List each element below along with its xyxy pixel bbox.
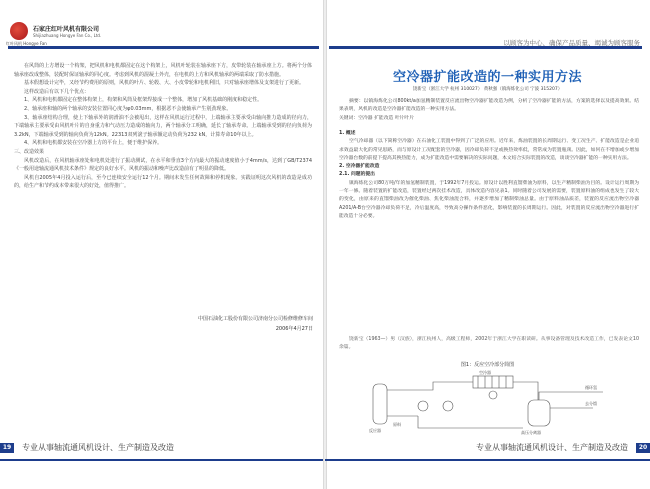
paragraph: 2、轴承座和轴的两个轴承的安装位置同心度为φ0.03mm，根据恶不会使轴承产生别劲现象。 [24,105,232,112]
paragraph: 这样改造后有以下几个优点： [24,88,90,95]
author-bio-text: 饶新宝（1963—）男（汉族），浙江杭州人，高级工程师，2002年于浙江大学在职读研。从事设备管理及技术改造工作，已发表论文10余篇。 [339,337,639,351]
article-authors: 饶新宝（浙江大学 杭州 310027） 黄秋强（镇海炼化公司 宁波 315207） [412,87,563,92]
article-body [339,130,639,221]
page-number: 19 [0,443,14,453]
pipe-line [513,382,538,400]
pipe-line [418,416,523,428]
paragraph: 空气冷却器（以下简称空冷器）在石油化工装置中得到了广泛的应用。近年来，炼油装置的长周期运行、变工况生产、扩能改造是企业追求效益最大化的常见思路，而与原设计工况配套的空冷器，因冷却负荷不足或换热效率低，常常成为装置瓶颈。因此，如何在不增加或少增加空冷器台数的前提下提高其换热能力，成为扩能改造中需要解决的实际问题，本文结合实际装置的改造，谈谈空冷器扩能的一种实用方法。 [339,139,639,161]
header-rule [8,30,319,49]
footer-slogan: 专业从事轴流通风机设计、生产制造及改造 [22,443,174,452]
pipe-line [387,382,473,390]
section-heading: 三、改造效果 [14,148,45,155]
page-number: 20 [636,443,650,453]
separator-shape [528,400,550,426]
paragraph: 风机自2005年4月投入运行后，至今已连续安全运行12个月。期间未发生任何故障和停机现象。实践证明这次风机的改造是成功的，给生产和节约成本带来很大的好处，值得推广。 [14,174,312,190]
signature: 中国石油化工股份有限公司济南分公司检修维修车间 [197,316,313,322]
air-cooler-shape [473,376,513,388]
figure-label: 空冷器 [479,370,491,375]
paragraph: 镇海炼化公司80万吨/年的加氢精制装置，于1992年7月投运。原设计以胜利直馏柴油为原料，以生产精制柴油为目的。设计运行周期为一年一修。随着装置的扩能改造，装置经过两次挂术改造，具体改造内容见表1。同时随着公司发展的需要，装置原料油的组成也发生了较大的变化，由原来的直馏柴油改为催化柴油、焦化柴油混合料，并逐步增加了精制柴油总量。由于原料油品质差，装置的反应流出物空冷器A201/A-B台空冷器冷却负荷不足，冷后温度高，导致高分操作条件恶化，影响装置的长周期运行。因此，对装置的反应流出物空冷器进行扩能改造十分必要。 [339,180,639,219]
exchanger-shape [418,401,428,411]
figure-label: 高压分离器 [521,430,541,435]
process-flow-diagram [363,370,625,438]
paragraph: 4、风机和电机都安装在空冷器上方的平台上，便于维护保养。 [24,140,163,147]
footer-rule [0,459,325,475]
abstract: 摘要：以镇海炼化公司800kt/a加氢精制装置反应流出物空冷器扩能改造为例，分析了空冷器扩能的方法，方案的选择以及提高效果。结果表明，风机的改造是空冷器扩能改造的一种实用方法。 [339,99,639,113]
article-title: 空冷器扩能改造的一种实用方法 [392,70,582,85]
section-heading: 2.1. 问题的提出 [339,172,375,178]
pipe-line [539,392,603,400]
footer-slogan: 专业从事轴流通风机设计、生产制造及改造 [476,443,628,452]
paragraph: 在风筒的上方增设一个构架，把风机和电机都固定在这个构架上，风机叶轮装在轴承座下方，皮带轮装在轴承座上方。将两个分体轴承座改成整体，装配时保证轴承的同心度。考虑到风机的混凝土外壳，在电机的上方和风机轴承的两端采取了防水措施。 [14,63,312,78]
exchanger-shape [443,401,453,411]
section-heading: 2. 空冷器扩能改造 [339,164,380,170]
keywords: 关键词：空冷器 扩能改造 叶片叶片 [339,115,415,121]
figure-label: 反应器 [369,428,381,433]
figure-label: 原料 [393,422,401,427]
paragraph: 风机改造后，在风机轴承座处和电机处进行了振动测试，在水平和垂直3个方向最大的振动速度值小于4mm/s，达到了GB/T2374《一般用途轴流通风机技术条件》规定的良好水平。风机的振动和噪声比改造前有了明显的降低。 [14,157,312,173]
paragraph: 3、轴承座结构合理，使上下轴承外的润滑油不会被甩出，这样在风机运行过程中，上端轴承主要承受由轴向推力造成的径向力，下端轴承主要承受由风机叶片的自身重力和气动压力造成的轴向力，两个轴承分工明确，延长了轴承寿命。上端轴承受到的径向负荷为3.2kN，下端轴承受到的轴向负荷为12kN。22313双列滚子轴承额定动负荷为232 kN，计算寿命10年以上。 [14,114,312,138]
figure-label: 循环氢 [585,385,597,390]
reactor-shape [373,384,387,424]
fan-shape [489,391,497,399]
signature-date: 2006年4月27日 [275,326,313,332]
figure-caption: 图1：反应空冷部分简图 [460,362,515,368]
section-heading: 1. 概述 [339,131,356,136]
footer-rule [325,459,650,475]
logo-subtitle: 红叶风机 Hongye Fan [6,41,47,46]
abstract-block [339,98,639,123]
author-bio [339,336,639,353]
company-name: 石家庄红叶风机有限公司 [33,26,100,33]
right-page [325,0,650,489]
company-name-en: Shijiazhuang Hongye Fan Co., Ltd. [33,33,102,38]
figure-label: 去分馏 [585,401,597,406]
paragraph: 1、风机和电机都固定在整体构架上，构架和风筒及框架焊接成一个整体，增加了风机基础的刚度和稳定性。 [24,97,263,104]
paragraph: 基本假想设计完毕，又经节约费用的原则，风机的叶片、轮毂、大、小皮带轮和电机利旧，只对轴承座增体及支架进行了更新。 [24,80,305,87]
header-slogan: 以顾客为中心、确保产品质量、竭诚为顾客服务 [503,39,640,47]
left-body-text [14,62,312,191]
